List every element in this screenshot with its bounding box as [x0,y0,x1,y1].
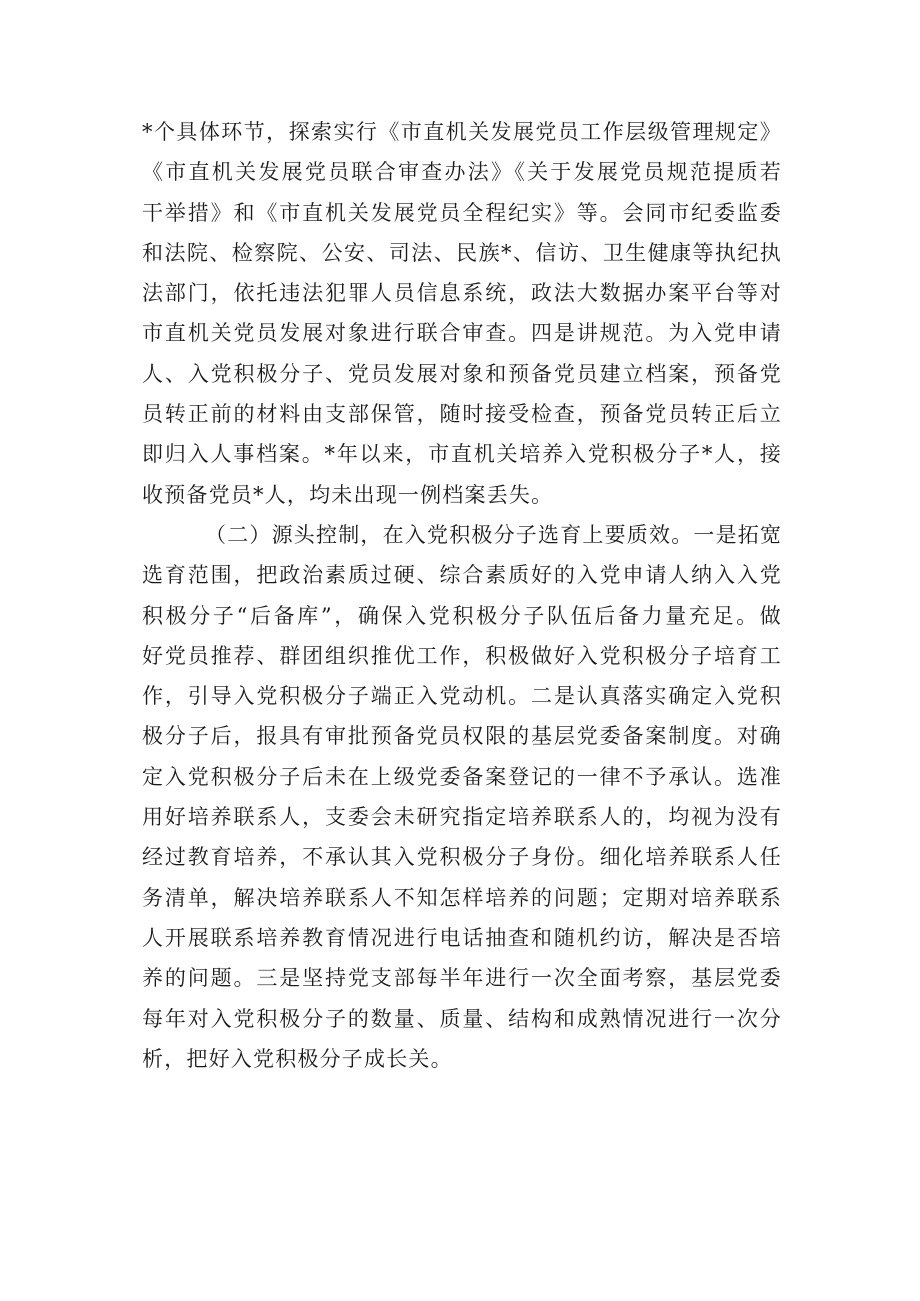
text-line: 人开展联系培养教育情况进行电话抽查和随机约访，解决是否培 [142,925,782,950]
text-line: 极分子后，报具有审批预备党员权限的基层党委备案制度。对确 [142,724,782,749]
text-line: *个具体环节，探索实行《市直机关发展党员工作层级管理规定》 [142,120,782,144]
text-line: 养的问题。三是坚持党支部每半年进行一次全面考察，基层党委 [142,966,782,991]
text-line: 《市直机关发展党员联合审查办法》《关于发展党员规范提质若 [142,160,782,185]
text-line: 市直机关党员发展对象进行联合审查。四是讲规范。为入党申请 [142,321,782,346]
text-line: 和法院、检察院、公安、司法、民族*、信访、卫生健康等执纪执 [142,240,782,265]
body-text [142,112,782,1079]
text-line: 即归入人事档案。*年以来，市直机关培养入党积极分子*人，接 [142,442,782,467]
text-line: 经过教育培养，不承认其入党积极分子身份。细化培养联系人任 [142,845,782,870]
text-line: 干举措》和《市直机关发展党员全程纪实》等。会同市纪委监委 [142,200,782,225]
text-line: 积极分子“后备库”，确保入党积极分子队伍后备力量充足。做 [142,603,782,628]
paragraph-heading-line: （二）源头控制，在入党积极分子选育上要质效。一是拓宽 [205,522,783,547]
text-line: 收预备党员*人，均未出现一例档案丢失。 [142,482,554,507]
text-line: 析，把好入党积极分子成长关。 [142,1046,453,1071]
text-line: 务清单，解决培养联系人不知怎样培养的问题；定期对培养联系 [142,885,782,910]
text-line: 定入党积极分子后未在上级党委备案登记的一律不予承认。选准 [142,764,782,789]
text-line: 作，引导入党积极分子端正入党动机。二是认真落实确定入党积 [142,684,782,709]
text-line: 用好培养联系人，支委会未研究指定培养联系人的，均视为没有 [142,805,782,830]
text-line: 好党员推荐、群团组织推优工作，积极做好入党积极分子培育工 [142,643,782,668]
text-line: 员转正前的材料由支部保管，随时接受检查，预备党员转正后立 [142,402,782,427]
text-line: 选育范围，把政治素质过硬、综合素质好的入党申请人纳入入党 [142,563,782,588]
text-line: 每年对入党积极分子的数量、质量、结构和成熟情况进行一次分 [142,1006,782,1031]
text-line: 法部门，依托违法犯罪人员信息系统，政法大数据办案平台等对 [142,281,782,306]
text-line: 人、入党积极分子、党员发展对象和预备党员建立档案，预备党 [142,361,782,386]
